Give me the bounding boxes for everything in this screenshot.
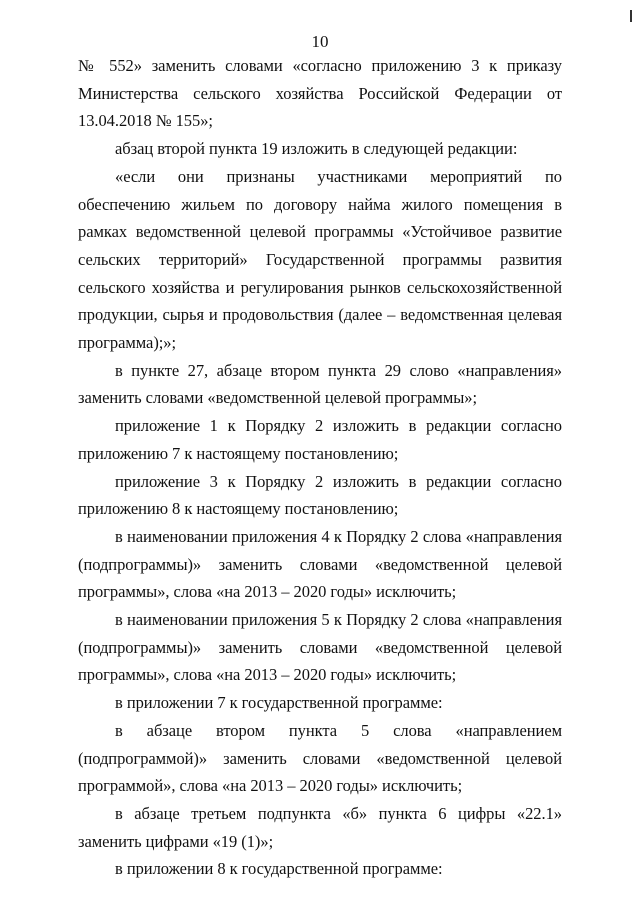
paragraph-appendix-5: в наименовании приложения 5 к Порядку 2 слова «направления (подпрограммы)» заменить словами «ведомственной целевой программы», слова «на 2013 – 2020 годы» исключить;	[78, 610, 562, 685]
paragraph-punkt-5: в абзаце втором пункта 5 слова «направлением (подпрограммой)» заменить словами «ведомственной целевой программой», слова «на 2013 – 2020 годы» исключить;	[78, 720, 562, 796]
paragraph-appendix-3: приложение 3 к Порядку 2 изложить в редакции согласно приложению 8 к настоящему постановлению;	[78, 471, 562, 519]
paragraph-appendix-8-heading: в приложении 8 к государственной программе:	[115, 859, 443, 879]
page-number: 10	[311, 32, 329, 51]
scan-mark	[630, 10, 632, 22]
paragraph-continuation: № 552» заменить словами «согласно приложению 3 к приказу Министерства сельского хозяйства Российской Федерации от 13.04.2018 № 155»;	[78, 56, 562, 131]
paragraph-punkt-6: в абзаце третьем подпункта «б» пункта 6 цифры «22.1» заменить цифрами «19 (1)»;	[78, 803, 562, 851]
paragraph-appendix-7-heading: в приложении 7 к государственной программе:	[115, 693, 443, 713]
paragraph-punkt-27: в пункте 27, абзаце втором пункта 29 слово «направления» заменить словами «ведомственной целевой программы»;	[78, 360, 562, 408]
paragraph-quote-new-text: «если они признаны участниками мероприятий по обеспечению жильем по договору найма жилого помещения в рамках ведомственной целевой программы «Устойчивое развитие сельских территорий» Государственной программы развития сельского хозяйства и регулирования рынков сельскохозяйственной продукции, сырья и продовольствия (далее – ведомственная целевая программа);»;	[78, 166, 562, 353]
paragraph-appendix-1: приложение 1 к Порядку 2 изложить в редакции согласно приложению 7 к настоящему постановлению;	[78, 416, 562, 463]
paragraph-appendix-4: в наименовании приложения 4 к Порядку 2 слова «направления (подпрограммы)» заменить словами «ведомственной целевой программы», слова «на 2013 – 2020 годы» исключить;	[78, 526, 562, 602]
paragraph-abzac-19: абзац второй пункта 19 изложить в следующей редакции:	[115, 139, 518, 159]
document-body	[78, 52, 562, 883]
